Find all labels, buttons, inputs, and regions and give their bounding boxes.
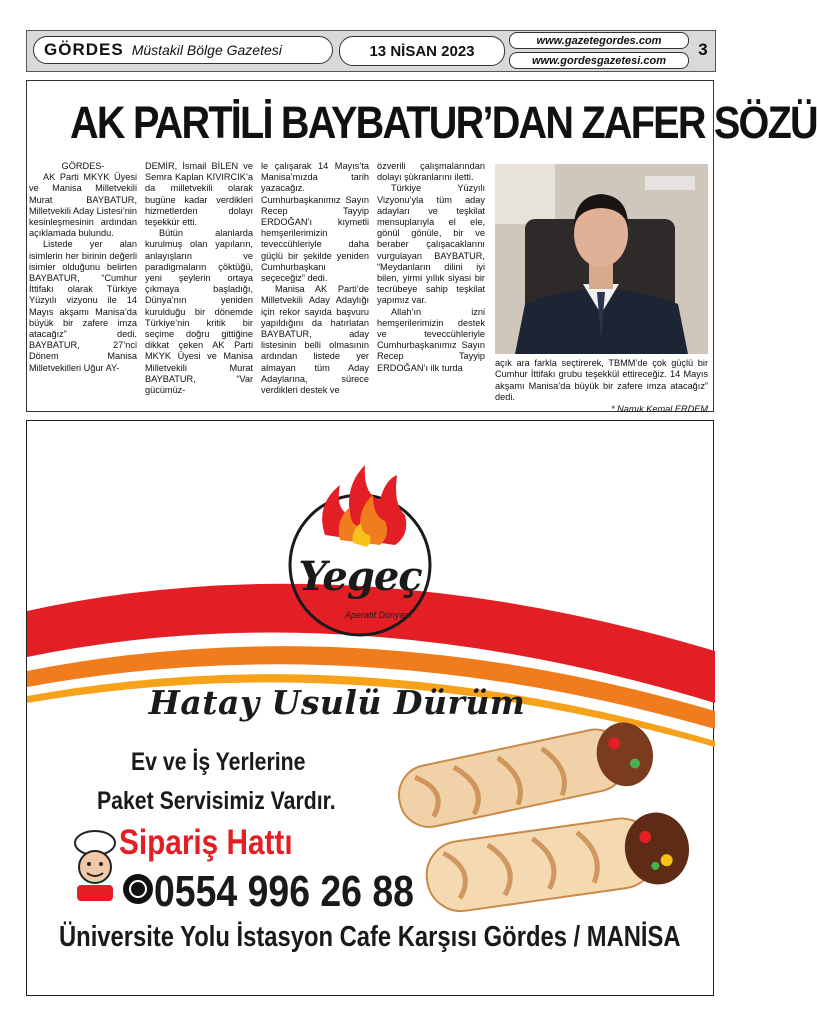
article-column-4 xyxy=(377,161,485,409)
paragraph: Listede yer alan isimlerin her birinin değerli isimler olduğunu belirten BAYBATUR, “Cumhur İttifakı olarak Türkiye Yüzyılı vizyonu ile 14 Mayıs akşamı Manisa’da büyük bir zafere imza atacağız” dedi. BAYBATUR, 27’nci Dönem Manisa Milletvekilleri Uğur AY- xyxy=(29,239,137,373)
headline: AK PARTİLİ BAYBATUR’DAN ZAFER SÖZÜ xyxy=(70,97,817,148)
paragraph: Bütün alanlarda kurulmuş olan yapıların, anlayışların ve paradigmaların çöktüğü, yeni şeylerin ortaya çıkmaya başladığı, Dünya’nın yeniden kurulduğu bir dönemde Türkiye’nin kritik bir seçime doğru gittiğine dikkat çeken AK Parti MKYK Üyesi ve Manisa Milletvekili Murat BAYBATUR, “Var gücümüz- xyxy=(145,228,253,396)
brand-name: GÖRDES xyxy=(44,40,124,59)
portrait-photo xyxy=(495,164,708,354)
paragraph: GÖRDES- xyxy=(61,161,105,171)
article xyxy=(26,80,817,414)
byline: * Namık Kemal ERDEM xyxy=(611,403,708,414)
article-tail xyxy=(495,358,708,415)
brand-subtitle: Müstakil Bölge Gazetesi xyxy=(131,42,282,58)
paragraph: AK Parti MKYK Üyesi ve Manisa Milletvekili Murat BAYBATUR, Milletvekili Aday Listesi’nin kesinleşmesinin ardından açıklamada bulundu. xyxy=(29,172,137,239)
website-link-2[interactable]: www.gordesgazetesi.com xyxy=(509,52,689,69)
paragraph: açık ara farkla seçtirerek, TBMM’de çok güçlü bir Cumhur İttifakı grubu teşekkül ettireceğiz. 14 Mayıs akşamı Manisa’da büyük bir zafere imza atacağız” dedi. xyxy=(495,358,708,403)
paragraph: özverili çalışmalarından dolayı şükranlarını iletti. xyxy=(377,161,485,183)
logo-tagline: Aperatif Dünyası xyxy=(345,610,412,620)
ad-delivery-line-1: Ev ve İş Yerlerine xyxy=(131,748,306,776)
portrait-illustration xyxy=(495,164,708,354)
article-column-1 xyxy=(29,161,137,409)
business-address: Üniversite Yolu İstasyon Cafe Karşısı Gördes / MANİSA xyxy=(59,921,681,953)
page-number: 3 xyxy=(698,40,708,59)
paragraph: Manisa AK Parti’de Milletvekili Aday Adaylığı için rekor sayıda başvuru yapıldığını da hatırlatan BAYBATUR, aday listesinin belli olmasının ardından listede yer almayan tüm Aday Adaylarına, sürece verdikleri destek ve xyxy=(261,284,369,396)
brand-logo xyxy=(285,445,435,635)
masthead xyxy=(26,30,716,72)
advertisement xyxy=(26,420,714,996)
paragraph: Allah’ın izni hemşerilerimizin destek ve teveccühleriyle Cumhurbaşkanımız Sayın Recep Tayyip ERDOĞAN’ı ilk turda xyxy=(377,306,485,373)
article-column-2 xyxy=(145,161,253,409)
ad-delivery-line-2: Paket Servisimiz Vardır. xyxy=(97,787,336,815)
whatsapp-icon xyxy=(123,874,153,904)
chef-icon xyxy=(65,829,125,903)
masthead-name xyxy=(33,36,333,64)
logo-wordmark: Yegeç xyxy=(298,553,422,600)
order-line: Sipariş Hattı xyxy=(119,823,293,862)
paragraph: Türkiye Yüzyılı Vizyonu’yla tüm aday adayları ve teşkilat mensuplarıyla el ele, gönül gönüle, bir ve beraber çalışacaklarını vurgulayan BAYBATUR, “Meydanların dilini iyi bilen, yirmi yıllık siyasi bir tecrübeye sahip teşkilat yapımız var. xyxy=(377,183,485,306)
ad-slogan: Hatay Usulü Dürüm xyxy=(148,683,526,722)
paragraph: DEMİR, İsmail BİLEN ve Semra Kaplan KIVIRCIK’a da milletvekili olarak bugüne kadar verdikleri hizmetlerden dolayı teşekkür etti. xyxy=(145,161,253,228)
issue-date: 13 NİSAN 2023 xyxy=(339,36,505,66)
website-link-1[interactable]: www.gazetegordes.com xyxy=(509,32,689,49)
phone-number[interactable]: 0554 996 26 88 xyxy=(154,867,414,916)
article-columns xyxy=(29,161,489,409)
article-column-3 xyxy=(261,161,369,409)
flame-icon xyxy=(285,445,435,635)
paragraph: le çalışarak 14 Mayıs’ta Manisa’mızda tarih yazacağız. Cumhurbaşkanımız Sayın Recep Tayyip ERDOĞAN’ı kıymetli hemşerilerimizin teveccühleriyle daha güçlü bir şekilde yeniden Cumhurbaşkanı seçeceğiz” dedi. xyxy=(261,161,369,284)
durum-wrap-image xyxy=(397,721,697,931)
